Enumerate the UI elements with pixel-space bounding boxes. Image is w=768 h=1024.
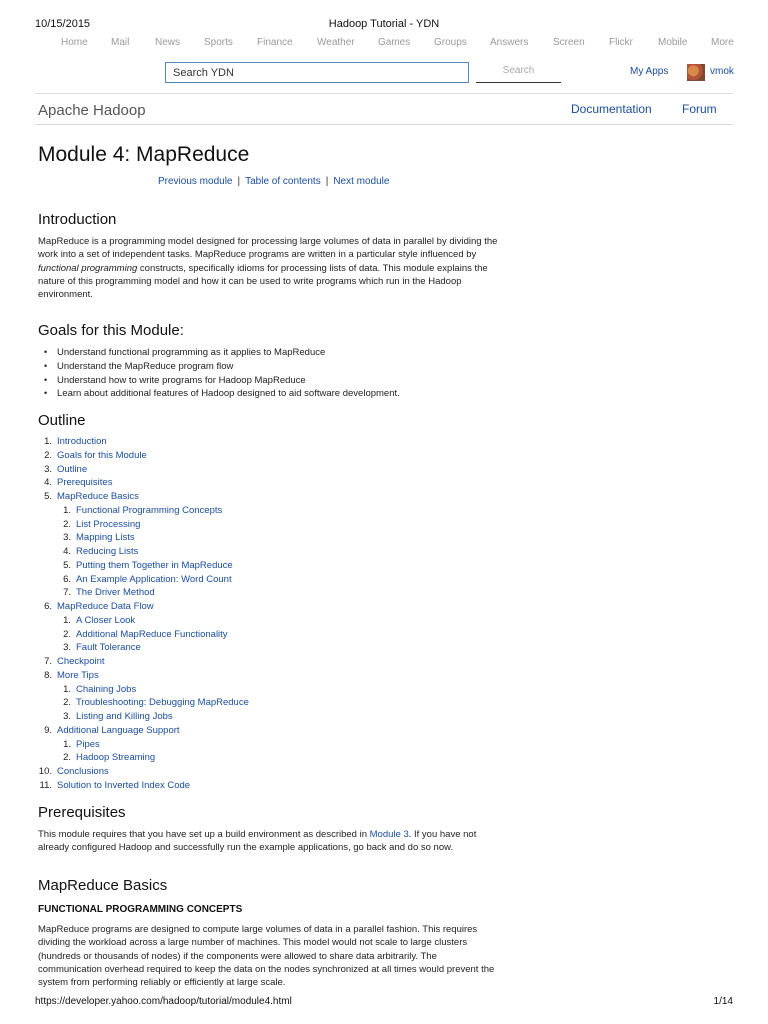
outline-link[interactable]: The Driver Method	[76, 587, 155, 599]
outline-item	[38, 490, 438, 504]
outline-number: 6.	[63, 573, 71, 585]
outline-number: 2.	[44, 449, 52, 461]
username-link[interactable]: vmok	[710, 66, 734, 77]
outline-number: 3.	[63, 642, 71, 654]
list-item: • Understand the MapReduce program flow	[38, 360, 488, 374]
outline-item	[38, 641, 438, 655]
outline-number: 11.	[39, 779, 52, 791]
outline-number: 10.	[38, 766, 52, 777]
forum-link[interactable]: Forum	[682, 102, 717, 116]
outline-item	[38, 600, 438, 614]
outline-item	[38, 628, 438, 642]
prereq-text: already configured Hadoop and successfully run the example applications, go back and do so now.	[38, 842, 454, 854]
outline-link[interactable]: Hadoop Streaming	[76, 752, 156, 764]
outline-item	[38, 586, 438, 600]
documentation-link[interactable]: Documentation	[571, 102, 652, 116]
outline-number: 9.	[44, 724, 52, 736]
module-navigation	[158, 176, 389, 187]
page-number: 1/14	[713, 996, 733, 1007]
outline-item	[38, 724, 438, 738]
outline-item	[38, 710, 438, 724]
page-url: https://developer.yahoo.com/hadoop/tutorial/module4.html	[35, 996, 292, 1007]
outline-item	[38, 779, 438, 793]
search-button[interactable]: Search	[476, 62, 561, 83]
outline-link[interactable]: Additional MapReduce Functionality	[76, 628, 228, 640]
outline-number: 2.	[63, 518, 71, 530]
outline-item	[38, 449, 438, 463]
outline-link[interactable]: Goals for this Module	[57, 449, 147, 461]
outline-item	[38, 696, 438, 710]
intro-line: work into a set of independent tasks. MapReduce programs are written in a particular style influenced by	[38, 249, 477, 261]
intro-line: environment.	[38, 289, 93, 301]
print-header	[35, 18, 733, 32]
basics-line: communication overhead required to keep the data on the nodes synchronized at all times would prevent the	[38, 963, 495, 975]
table-of-contents-link[interactable]: Table of contents	[245, 176, 321, 187]
outline-number: 3.	[63, 711, 71, 722]
nav-answers[interactable]: Answers	[490, 37, 529, 48]
outline-number: 6.	[44, 601, 52, 612]
mapreduce-basics-heading: MapReduce Basics	[38, 877, 168, 894]
nav-separator: |	[237, 176, 241, 187]
intro-line: nature of this programming model and how it can be used to write programs which run in the Hadoop	[38, 275, 462, 287]
outline-link[interactable]: MapReduce Basics	[57, 491, 139, 502]
introduction-paragraph	[38, 235, 500, 301]
outline-link[interactable]: Introduction	[57, 436, 107, 447]
avatar[interactable]	[687, 64, 705, 81]
nav-mail[interactable]: Mail	[111, 37, 130, 48]
outline-link[interactable]: Chaining Jobs	[76, 683, 137, 695]
nav-screen[interactable]: Screen	[553, 37, 585, 48]
nav-news[interactable]: News	[155, 37, 181, 48]
goals-heading: Goals for this Module:	[38, 322, 184, 339]
outline-item	[38, 531, 438, 545]
nav-more[interactable]: More	[711, 37, 734, 48]
my-apps-link[interactable]: My Apps	[630, 66, 669, 77]
outline-number: 7.	[44, 656, 52, 667]
nav-flickr[interactable]: Flickr	[609, 37, 633, 48]
outline-number: 1.	[63, 614, 71, 626]
outline-item	[38, 559, 438, 573]
module-3-link[interactable]: Module 3	[369, 829, 409, 840]
outline-number: 5.	[63, 559, 71, 571]
prereq-text: . If you have not	[408, 829, 477, 840]
outline-item	[38, 573, 438, 587]
outline-number: 1.	[63, 738, 71, 750]
nav-sports[interactable]: Sports	[204, 37, 233, 48]
nav-games[interactable]: Games	[378, 37, 411, 48]
site-brand[interactable]: Apache Hadoop	[38, 102, 146, 119]
prerequisites-paragraph	[38, 828, 500, 855]
basics-line: system from performing reliably or efficiently at large scale.	[38, 977, 286, 989]
outline-item	[38, 655, 438, 669]
outline-number: 4.	[44, 477, 52, 489]
nav-home[interactable]: Home	[61, 37, 88, 48]
print-footer	[35, 996, 733, 1010]
outline-item	[38, 683, 438, 697]
outline-item	[38, 504, 438, 518]
nav-mobile[interactable]: Mobile	[658, 37, 688, 48]
prereq-text: This module requires that you have set up a build environment as described in	[38, 829, 367, 840]
outline-link[interactable]: An Example Application: Word Count	[76, 573, 232, 585]
site-header-divider	[35, 124, 733, 125]
outline-link[interactable]: Fault Tolerance	[76, 642, 141, 654]
nav-finance[interactable]: Finance	[257, 37, 293, 48]
outline-link[interactable]: Additional Language Support	[57, 724, 180, 736]
nav-weather[interactable]: Weather	[317, 37, 355, 48]
outline-number: 3.	[63, 532, 71, 544]
outline-number: 8.	[44, 669, 52, 681]
basics-line: (hundreds or thousands of nodes) if the components were allowed to share data arbitrarily. The	[38, 950, 437, 962]
page-title: Module 4: MapReduce	[38, 143, 250, 166]
outline-link[interactable]: Solution to Inverted Index Code	[57, 779, 191, 791]
previous-module-link[interactable]: Previous module	[158, 176, 233, 187]
outline-item	[38, 518, 438, 532]
goals-list	[38, 346, 488, 401]
outline-link[interactable]: MapReduce Data Flow	[57, 601, 154, 612]
basics-paragraph	[38, 923, 500, 989]
outline-link[interactable]: Troubleshooting: Debugging MapReduce	[76, 697, 249, 709]
outline-link[interactable]: Mapping Lists	[76, 532, 135, 544]
outline-item	[38, 751, 438, 765]
outline-link[interactable]: Listing and Killing Jobs	[76, 711, 173, 722]
outline-item	[38, 463, 438, 477]
basics-line: MapReduce programs are designed to compute large volumes of data in a parallel fashion. This requires	[38, 924, 478, 935]
list-item: • Understand functional programming as it applies to MapReduce	[38, 346, 488, 360]
outline-item	[38, 738, 438, 752]
outline-item	[38, 614, 438, 628]
outline-link[interactable]: Reducing Lists	[76, 546, 139, 557]
outline-list	[38, 435, 438, 793]
outline-item	[38, 765, 438, 779]
outline-link[interactable]: Putting them Together in MapReduce	[76, 559, 233, 571]
outline-item	[38, 435, 438, 449]
print-title: Hadoop Tutorial - YDN	[328, 18, 440, 30]
outline-heading: Outline	[38, 412, 86, 429]
outline-number: 2.	[63, 628, 71, 640]
nav-groups[interactable]: Groups	[434, 37, 467, 48]
header-divider	[35, 93, 733, 94]
search-input[interactable]: Search YDN	[165, 62, 469, 83]
top-navigation	[0, 37, 768, 51]
outline-item	[38, 476, 438, 490]
outline-link[interactable]: Checkpoint	[57, 656, 105, 667]
outline-number: 1.	[63, 683, 71, 695]
outline-link[interactable]: Outline	[57, 463, 88, 475]
prerequisites-heading: Prerequisites	[38, 804, 126, 821]
outline-number: 4.	[63, 546, 71, 557]
introduction-heading: Introduction	[38, 211, 117, 228]
next-module-link[interactable]: Next module	[333, 176, 390, 187]
outline-link[interactable]: More Tips	[57, 669, 99, 681]
nav-separator: |	[325, 176, 329, 187]
outline-number: 1.	[63, 504, 71, 516]
outline-link[interactable]: A Closer Look	[76, 614, 136, 626]
outline-link[interactable]: Pipes	[76, 738, 100, 750]
intro-line: constructs, specifically idioms for processing lists of data. This module explains the	[139, 262, 488, 274]
list-item: • Understand how to write programs for Hadoop MapReduce	[38, 374, 488, 388]
list-item: • Learn about additional features of Hadoop designed to aid software development.	[38, 387, 488, 401]
outline-link[interactable]: Conclusions	[57, 766, 109, 777]
outline-item	[38, 545, 438, 559]
outline-number: 1.	[44, 436, 52, 447]
functional-programming-subheading: FUNCTIONAL PROGRAMMING CONCEPTS	[38, 904, 243, 915]
outline-link[interactable]: Functional Programming Concepts	[76, 504, 223, 516]
outline-number: 5.	[44, 491, 52, 502]
basics-line: dividing the workload across a large number of machines. This model would not scale to large clusters	[38, 937, 468, 949]
outline-item	[38, 669, 438, 683]
intro-italic-term: functional programming	[38, 262, 138, 274]
outline-number: 7.	[63, 587, 71, 599]
intro-line: MapReduce is a programming model designed for processing large volumes of data in parallel by dividing the	[38, 236, 498, 247]
print-date: 10/15/2015	[35, 18, 91, 30]
outline-link[interactable]: Prerequisites	[57, 477, 113, 489]
outline-number: 2.	[63, 697, 71, 709]
outline-number: 2.	[63, 752, 71, 764]
outline-link[interactable]: List Processing	[76, 518, 141, 530]
outline-number: 3.	[44, 463, 52, 475]
